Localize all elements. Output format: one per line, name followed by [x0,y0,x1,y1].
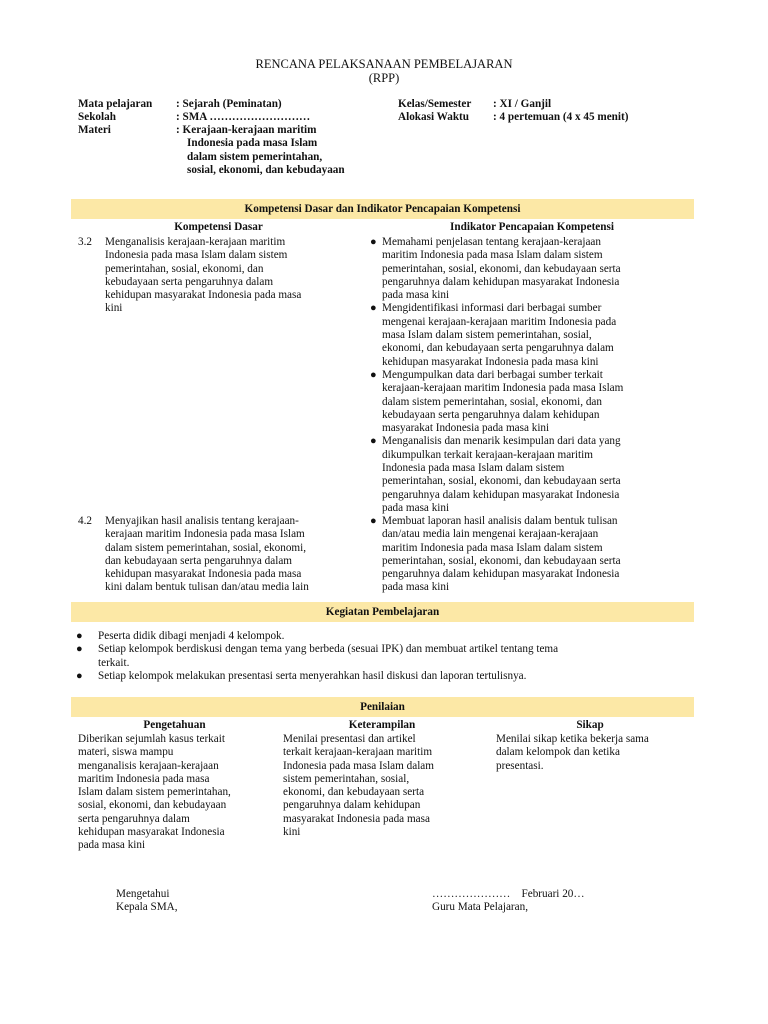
ipk-line: mengenai kerajaan-kerajaan maritim Indonesia pada [382,315,617,328]
kegiatan-text: Setiap kelompok berdiskusi dengan tema yang berbeda (sesuai IPK) dan membuat artikel tentang tema [98,643,559,656]
penilaian-line: presentasi. [496,759,544,772]
ipk-line: masa Islam dalam sistem pemerintahan, sosial, [382,329,592,342]
ipk-line: maritim Indonesia pada masa Islam dalam sistem [382,541,603,554]
kd-section-heading: Kompetensi Dasar dan Indikator Pencapaian Kompetensi [71,199,694,219]
alokasi-label: Alokasi Waktu [398,111,469,123]
list-item [370,302,623,368]
ipk-line: ekonomi, dan kebudayaan serta pengaruhnya dalam [382,342,614,355]
list-item [370,236,623,302]
kd-line: kehidupan masyarakat Indonesia pada masa [105,289,302,302]
ipk-line: masyarakat Indonesia pada masa kini [382,422,550,435]
ipk-line: kerajaan-kerajaan maritim Indonesia pada masa Islam [382,382,624,395]
penilaian-line: kehidupan masyarakat Indonesia [78,826,225,839]
pengetahuan-header: Pengetahuan [143,719,206,731]
ipk-line: pengaruhnya dalam kehidupan masyarakat Indonesia [382,568,620,581]
kd-line: Indonesia pada masa Islam dalam sistem [105,249,288,262]
kelas-value: : XI / Ganjil [493,98,552,110]
sikap-header: Sikap [576,719,604,731]
ipk-column-header: Indikator Pencapaian Kompetensi [450,221,614,233]
penilaian-line: materi, siswa mampu [78,746,174,759]
kd-line: kehidupan masyarakat Indonesia pada masa [105,568,302,581]
penilaian-line: maritim Indonesia pada masa [78,772,210,785]
materi-label: Materi [78,124,111,136]
kegiatan-list [76,630,559,683]
penilaian-line: masyarakat Indonesia pada masa [283,812,430,825]
kd-text [105,515,309,595]
ipk-line: Mengumpulkan data dari berbagai sumber terkait [382,368,603,381]
signature-date: ………………… Februari 20… [432,888,585,900]
ipk-list-1 [370,236,624,515]
ipk-line: pemerintahan, sosial, ekonomi, dan kebudayaan serta [382,262,621,275]
penilaian-line: dalam kelompok dan ketika [496,746,620,759]
materi-line: Indonesia pada masa Islam [187,137,318,150]
mapel-value: : Sejarah (Peminatan) [176,98,282,110]
list-item [76,630,558,643]
list-item [76,643,559,670]
bullet-icon: ● [370,236,377,248]
keterampilan-text [283,733,434,839]
keterampilan-header: Keterampilan [348,719,416,731]
sikap-text [496,733,649,773]
ipk-list-2 [370,515,621,595]
signature-left-line2: Kepala SMA, [116,901,178,913]
ipk-line: Membuat laporan hasil analisis dalam bentuk tulisan [382,515,618,527]
ipk-line: dalam sistem pemerintahan, sosial, ekonomi, dan [382,395,602,408]
penilaian-line: sistem pemerintahan, sosial, [283,772,410,785]
bullet-icon: ● [370,515,377,527]
penilaian-line: Menilai presentasi dan artikel [283,733,416,745]
kd-line: kerajaan maritim Indonesia pada masa Islam [105,528,305,541]
kelas-label: Kelas/Semester [398,98,472,110]
ipk-line: pengaruhnya dalam kehidupan masyarakat Indonesia [382,488,620,501]
bullet-icon: ● [370,435,377,448]
kd-number: 4.2 [78,515,92,527]
ipk-line: Memahami penjelasan tentang kerajaan-kerajaan [382,236,601,248]
kegiatan-text: terkait. [98,656,130,669]
penilaian-line: Islam dalam sistem pemerintahan, [78,786,231,799]
ipk-line: Mengidentifikasi informasi dari berbagai sumber [382,302,602,315]
materi-line: dalam sistem pemerintahan, [187,150,323,163]
penilaian-line: sosial, ekonomi, dan kebudayaan [78,799,227,812]
kd-line: dalam sistem pemerintahan, sosial, ekonomi, [105,541,307,554]
ipk-line: pada masa kini [382,289,450,302]
kd-column-header: Kompetensi Dasar [174,221,263,233]
kd-line: kini dalam bentuk tulisan dan/atau media lain [105,581,309,594]
ipk-line: pemerintahan, sosial, ekonomi, dan kebudayaan serta [382,554,621,567]
document-title: RENCANA PELAKSANAAN PEMBELAJARAN [255,57,513,71]
penilaian-heading: Penilaian [71,697,694,717]
materi-line: : Kerajaan-kerajaan maritim [176,124,317,136]
penilaian-line: terkait kerajaan-kerajaan maritim [283,746,433,759]
penilaian-line: menganalisis kerajaan-kerajaan [78,759,219,772]
document-subtitle: (RPP) [368,71,400,85]
kd-line: dan kebudayaan serta pengaruhnya dalam [105,554,292,567]
ipk-line: pada masa kini [382,581,450,594]
penilaian-line: kini [283,826,301,839]
ipk-line: dan/atau media lain mengenai kerajaan-kerajaan [382,528,599,541]
kd-text [105,236,301,316]
kegiatan-text: Setiap kelompok melakukan presentasi serta menyerahkan hasil diskusi dan laporan tertulisnya. [98,669,527,682]
ipk-line: maritim Indonesia pada masa Islam dalam sistem [382,249,603,262]
bullet-icon: ● [76,643,83,656]
penilaian-line: Indonesia pada masa Islam dalam [283,759,434,772]
penilaian-line: Diberikan sejumlah kasus terkait [78,733,225,745]
list-item [76,669,558,683]
kd-line: Menyajikan hasil analisis tentang kerajaan- [105,515,299,527]
materi-value [176,124,345,177]
list-item [370,515,621,595]
list-item [370,435,623,515]
penilaian-line: serta pengaruhnya dalam [78,812,190,825]
ipk-line: pada masa kini [382,501,450,514]
ipk-line: kehidupan masyarakat Indonesia pada masa kini [382,355,599,368]
ipk-line: pengaruhnya dalam kehidupan masyarakat Indonesia [382,275,620,288]
penilaian-line: pada masa kini [78,839,146,852]
kd-line: kini [105,302,123,315]
ipk-line: pemerintahan, sosial, ekonomi, dan kebudayaan serta [382,475,621,488]
kd-number: 3.2 [78,236,92,248]
kegiatan-heading: Kegiatan Pembelajaran [71,602,694,622]
ipk-line: dikumpulkan terkait kerajaan-kerajaan maritim [382,448,593,461]
bullet-icon: ● [370,368,377,381]
ipk-line: Indonesia pada masa Islam dalam sistem [382,462,565,475]
pengetahuan-text [78,733,231,853]
kd-line: kebudayaan serta pengaruhnya dalam [105,275,274,288]
bullet-icon: ● [370,302,377,315]
ipk-line: kebudayaan serta pengaruhnya dalam kehidupan [382,408,600,421]
mapel-label: Mata pelajaran [78,98,153,110]
penilaian-line: pengaruhnya dalam kehidupan [283,799,421,812]
alokasi-value: : 4 pertemuan (4 x 45 menit) [493,111,629,123]
ipk-line: Menganalisis dan menarik kesimpulan dari data yang [382,435,621,448]
materi-line: sosial, ekonomi, dan kebudayaan [187,163,345,176]
signature-left-line1: Mengetahui [116,888,170,900]
bullet-icon: ● [76,669,83,682]
kd-line: pemerintahan, sosial, ekonomi, dan [105,262,264,275]
sekolah-label: Sekolah [78,111,116,123]
kd-line: Menganalisis kerajaan-kerajaan maritim [105,236,286,248]
penilaian-line: Menilai sikap ketika bekerja sama [496,733,649,745]
kegiatan-text: Peserta didik dibagi menjadi 4 kelompok. [98,630,285,642]
bullet-icon: ● [76,630,83,642]
list-item [370,368,624,435]
penilaian-line: ekonomi, dan kebudayaan serta [283,786,425,799]
sekolah-value: : SMA ……………………… [176,111,311,123]
signature-right-line2: Guru Mata Pelajaran, [432,901,528,913]
